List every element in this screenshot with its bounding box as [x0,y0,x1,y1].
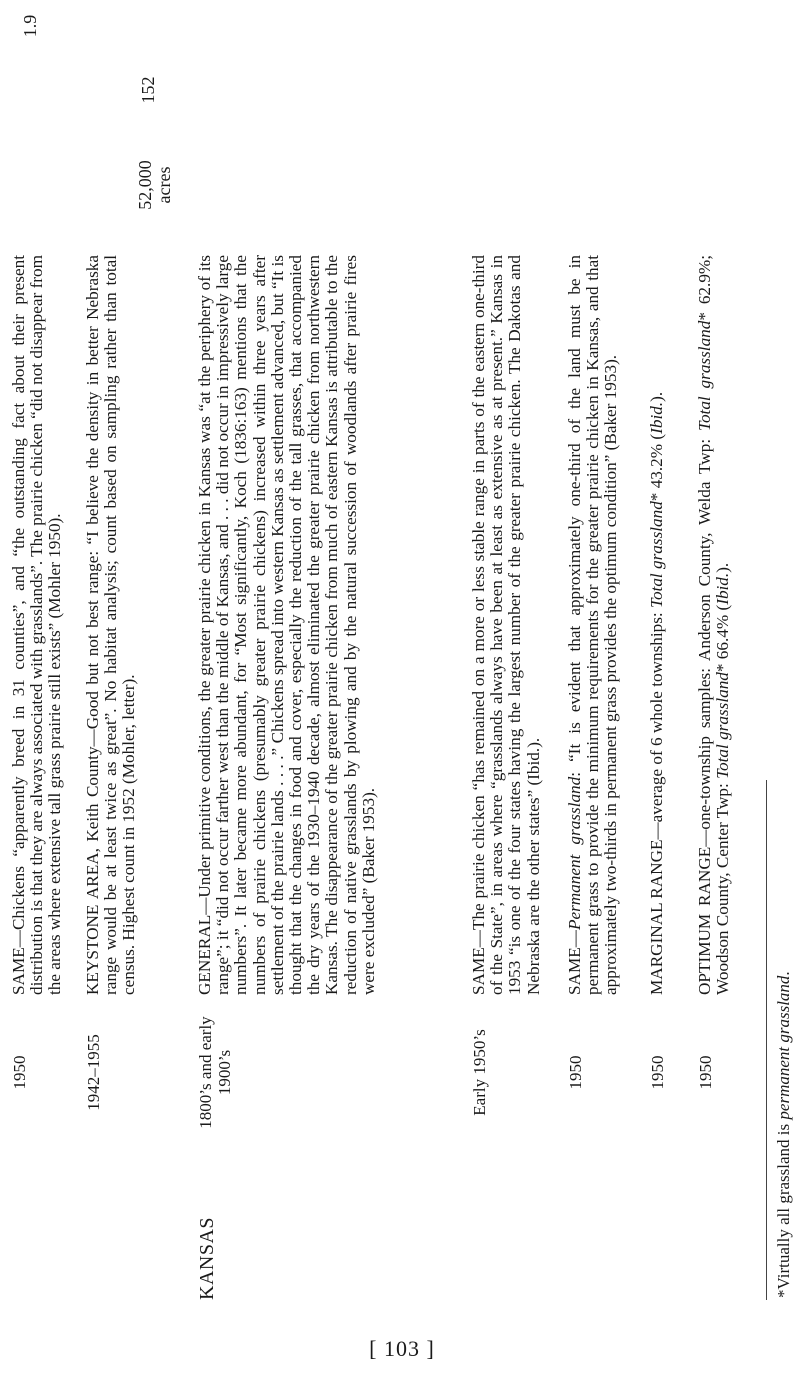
description-text [648,255,666,995]
year-cell: 1942–1955 [84,1034,103,1111]
italic-term: Total grassland [695,320,714,432]
italic-term: Total grassland [647,501,666,609]
year-cell: 1950 [566,1055,585,1090]
footnote-italic: permanent grassland [774,975,793,1120]
year-cell: Early 1950’s [470,1029,489,1116]
description-text [566,255,621,995]
description-cell [696,255,732,995]
text-segment: OPTIMUM RANGE—one-township samples: Anderson County, Welda Twp: [695,431,714,995]
footnote-text: *Virtually all grassland is [774,1119,793,1298]
area-size-cell [136,130,174,240]
year-cell: 1950 [696,1055,715,1090]
text-segment: * 62.9%; Woodson County, Center Twp: [695,254,733,995]
text-segment: : “It is evident that approximately one-third of the land must be in permanent grass to provide the minimum requirements for the greater prairie chicken in Kansas, and that approximately two-thirds in permanent grass provides the optimum condition” (Baker 1953). [565,255,621,995]
text-segment: ). [713,562,733,573]
description-cell [10,255,65,995]
area-size-value: 52,000 [135,160,155,210]
bird-count-cell: 152 [138,76,158,104]
text-segment: MARGINAL RANGE—average of 6 whole townships: [647,608,666,995]
description-cell [470,255,543,995]
state-cell: KANSAS [196,1216,218,1300]
text-segment: ). [647,391,666,402]
description-text: SAME—The prairie chicken “has remained on a more or less stable range in parts of the eastern one-third of the State”, in areas where “grasslands always have been at least as extensive as at present.” Kansas in 1953 “is one of the four states having the largest number of the greater prairie chicken. The Dakotas and Nebraska are the other states” (Ibid.). [469,255,543,995]
area-size-unit: acres [154,166,174,204]
footnote [774,971,794,1298]
year-cell: 1950 [10,1055,29,1090]
italic-ibid: Ibid. [647,401,666,434]
italic-ibid: Ibid. [713,572,733,605]
description-text [696,255,732,995]
description-cell [648,255,666,995]
description-text: KEYSTONE AREA, Keith County—Good but not best range: “I believe the density in better Nebraska range would be at least twice as great”. No habitat analysis; count based on sampling rather than total census. Highest count in 1952 (Mohler, letter). [83,255,139,995]
footnote-text: . [774,971,793,976]
text-segment: * 43.2% ( [647,433,666,502]
description-text: SAME—Chickens “apparently breed in 31 counties”, and “the outstanding fact about their present distribution is that they are always associated with grasslands”. The prairie chicken “did not disappear from the areas where extensive tall grass prairie still exists” (Mohler 1950). [9,255,65,995]
description-cell [196,255,378,995]
text-segment: SAME— [565,930,584,995]
year-cell: 1950 [648,1055,667,1090]
footnote-rule [766,780,767,1300]
italic-term: Total grassland [713,672,733,779]
year-cell: 1800’s and early 1900’s [196,1016,234,1129]
description-text: GENERAL—Under primitive conditions, the greater prairie chicken in Kansas was “at the periphery of its range”; it “did not occur farther west than the middle of Kansas, and . . . did not occur in impressively large numbers”. It later became more abundant, for “Most significantly, Koch (1836:163) mentions that the numbers of prairie chickens (presumably greater prairie chickens) increased within three years after settlement of the prairie lands . . . .” Chickens spread into western Kansas as settlement advanced, but “It is thought that the changes in food and cover, especially the reduction of the tall grasses, that accompanied the dry years of the 1930–1940 decade, almost eliminated the greater prairie chicken from northwestern Kansas. The disappearance of the greater prairie chicken from much of eastern Kansas is attributable to the reduction of native grasslands by plowing and by the natural succession of woodlands after prairie fires were excluded” (Baker 1953). [195,255,378,995]
page-number: [ 103 ] [369,1336,435,1361]
italic-term: Permanent grassland [565,776,584,931]
description-cell [84,255,139,995]
text-segment: * 66.4% ( [713,604,733,673]
density-cell: 1.9 [20,14,40,38]
description-cell [566,255,621,995]
